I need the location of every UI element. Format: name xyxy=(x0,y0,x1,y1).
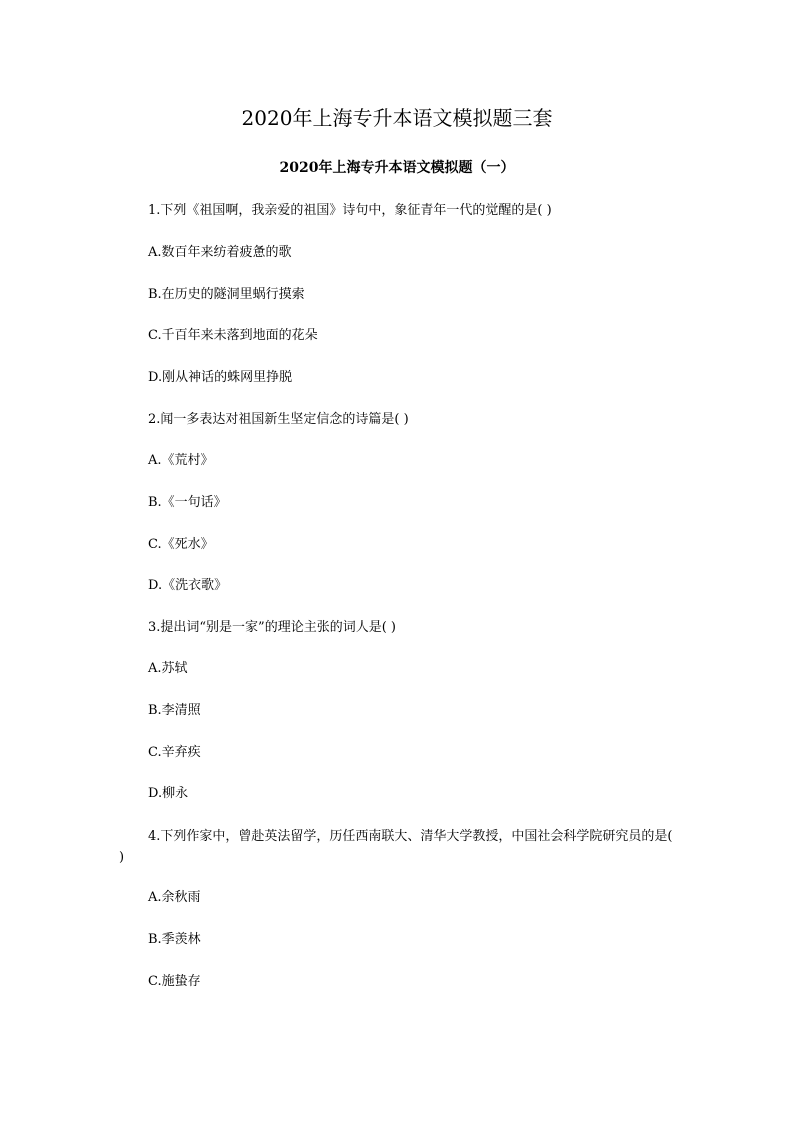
question-1-option-b: B.在历史的隧洞里蜗行摸索 xyxy=(148,287,305,302)
question-2-option-a: A.《荒村》 xyxy=(148,453,214,468)
section-title: 2020年上海专升本语文模拟题（一） xyxy=(279,160,515,176)
question-3-stem: 3.提出词“别是一家”的理论主张的词人是( ) xyxy=(148,620,396,635)
question-4-option-a: A.余秋雨 xyxy=(148,890,201,905)
question-3-option-b: B.李清照 xyxy=(148,703,201,718)
question-1-stem: 1.下列《祖国啊，我亲爱的祖国》诗句中，象征青年一代的觉醒的是( ) xyxy=(148,203,552,218)
question-4-stem: 4.下列作家中，曾赴英法留学，历任西南联大、清华大学教授，中国社会科学院研究员的是( ) xyxy=(119,829,673,865)
question-1-option-d: D.刚从神话的蛛网里挣脱 xyxy=(148,370,293,385)
question-2-option-b: B.《一句话》 xyxy=(148,495,227,510)
question-2-option-d: D.《洗衣歌》 xyxy=(148,578,228,593)
question-2-option-c: C.《死水》 xyxy=(148,537,214,552)
question-3-option-d: D.柳永 xyxy=(148,786,189,801)
question-4-option-b: B.季羡林 xyxy=(148,932,201,947)
question-1-option-a: A.数百年来纺着疲惫的歌 xyxy=(148,245,292,260)
question-3-option-a: A.苏轼 xyxy=(148,661,188,676)
page-title: 2020年上海专升本语文模拟题三套 xyxy=(241,106,553,130)
question-4-option-c: C.施蛰存 xyxy=(148,974,201,989)
question-3-option-c: C.辛弃疾 xyxy=(148,745,201,760)
question-1-option-c: C.千百年来未落到地面的花朵 xyxy=(148,328,318,343)
question-2-stem: 2.闻一多表达对祖国新生坚定信念的诗篇是( ) xyxy=(148,412,409,427)
